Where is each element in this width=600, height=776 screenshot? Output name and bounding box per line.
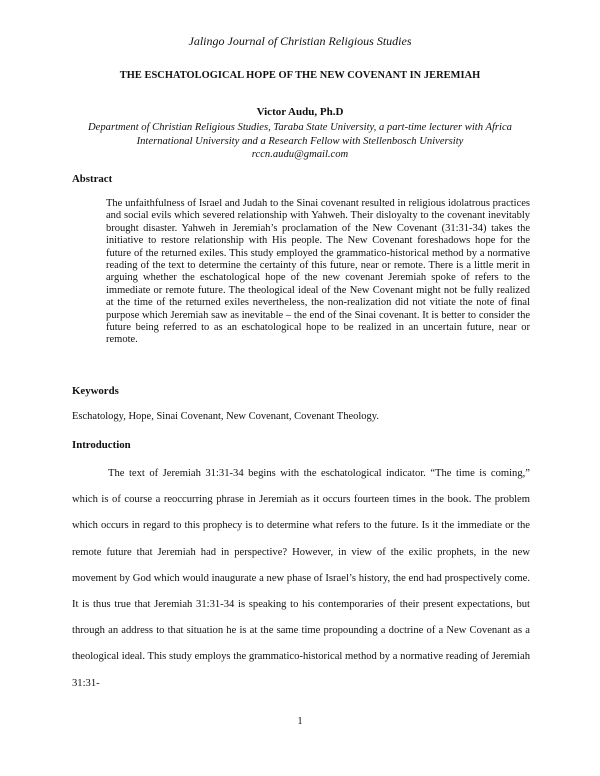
abstract-heading: Abstract — [72, 173, 113, 185]
article-title: THE ESCHATOLOGICAL HOPE OF THE NEW COVENANT IN JEREMIAH — [119, 70, 481, 81]
author-affiliation: Department of Christian Religious Studies, Taraba State University, a part-time lecturer with Africa International University and a Research Fellow with Stellenbosch University — [88, 122, 512, 147]
author-email: rccn.audu@gmail.com — [251, 148, 349, 160]
author-name: Victor Audu, Ph.D — [256, 106, 344, 118]
journal-header: Jalingo Journal of Christian Religious Studies — [188, 34, 412, 48]
keywords-heading: Keywords — [72, 385, 119, 397]
keywords-text: Eschatology, Hope, Sinai Covenant, New Covenant, Covenant Theology. — [72, 411, 379, 422]
introduction-heading: Introduction — [72, 439, 131, 451]
page-number: 1 — [297, 716, 303, 727]
introduction-text: The text of Jeremiah 31:31-34 begins with the eschatological indicator. “The time is coming,” which is of course a reoccurring phrase in Jeremiah as it occurs fourteen times in the book. The problem which occurs in regard to this prophecy is to determine what refers to the future. Is it the immediate or the remote future that Jeremiah had in perspective? However, in view of the exilic prophets, in the new movement by God which would inaugurate a new phase of Israel’s history, the end had prospectively come. It is thus true that Jeremiah 31:31-34 is speaking to his contemporaries of their present expectations, but through an address to that situation he is at the same time propounding a doctrine of a New Covenant as a theological ideal. This study employs the grammatico-historical method by a normative reading of Jeremiah 31:31- — [72, 468, 530, 689]
abstract-text: The unfaithfulness of Israel and Judah to the Sinai covenant resulted in religious idolatrous practices and social evils which severed relationship with Yahweh. Their disloyalty to the covenant inevitably brought disaster. Yahweh in Jeremiah’s proclamation of the New Covenant (31:31-34) takes the initiative to restore relationship with His people. The New Covenant foreshadows hope for the future of the returned exiles. This study employed the grammatico-historical method by a normative reading of the text to determine the certainty of this future, near or remote. There is a little merit in arguing whether the eschatological hope of the new covenant Jeremiah spoke of refers to the immediate or remote future. The theological ideal of the New Covenant might not be fully realized at the time of the returned exiles nevertheless, the non-realization did not vitiate the note of final purpose which Jeremiah saw as inevitable – the end of the Sinai covenant. It is better to consider the future being referred to as an eschatological hope to be realized in an uncertain future, near or remote. — [106, 198, 530, 346]
